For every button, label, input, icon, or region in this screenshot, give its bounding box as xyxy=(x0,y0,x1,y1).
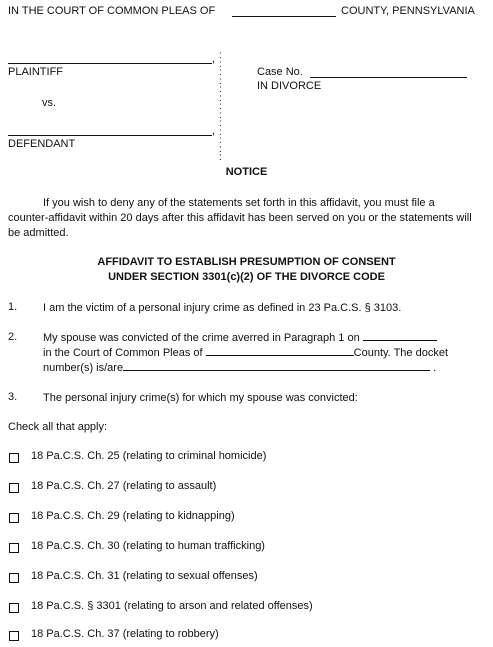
case-no-label: Case No. xyxy=(257,66,303,78)
plaintiff-label: PLAINTIFF xyxy=(8,66,64,78)
checkbox-kidnapping[interactable] xyxy=(9,513,19,523)
checkbox-label: 18 Pa.C.S. Ch. 27 (relating to assault) xyxy=(31,480,217,492)
county-name-field[interactable] xyxy=(232,16,336,17)
paragraph-2-line3-suffix: . xyxy=(433,362,437,374)
conviction-county-field[interactable] xyxy=(206,346,354,356)
plaintiff-name-field[interactable] xyxy=(8,63,212,64)
conviction-date-field[interactable] xyxy=(363,331,437,341)
checkbox-label: 18 Pa.C.S. § 3301 (relating to arson and related offenses) xyxy=(31,600,313,612)
docket-numbers-field[interactable] xyxy=(123,361,430,371)
checkbox-sexual-offenses[interactable] xyxy=(9,573,19,583)
paragraph-2-number: 2. xyxy=(8,331,18,343)
check-all-instruction: Check all that apply: xyxy=(8,421,108,433)
paragraph-2 xyxy=(43,331,483,376)
defendant-label: DEFENDANT xyxy=(8,138,76,150)
paragraph-3-text: The personal injury crime(s) for which my spouse was convicted: xyxy=(43,392,358,404)
checkbox-human-trafficking[interactable] xyxy=(9,543,19,553)
checkbox-label: 18 Pa.C.S. Ch. 30 (relating to human trafficking) xyxy=(31,540,265,552)
checkbox-assault[interactable] xyxy=(9,483,19,493)
paragraph-2-line1: My spouse was convicted of the crime averred in Paragraph 1 on xyxy=(43,332,360,344)
court-header-suffix: COUNTY, PENNSYLVANIA xyxy=(341,5,475,17)
defendant-comma: , xyxy=(212,125,216,137)
affidavit-title-line2: UNDER SECTION 3301(c)(2) OF THE DIVORCE CODE xyxy=(108,271,385,283)
paragraph-1-text: I am the victim of a personal injury crime as defined in 23 Pa.C.S. § 3103. xyxy=(43,302,402,314)
checkbox-robbery[interactable] xyxy=(9,631,19,641)
paragraph-2-line2-suffix: County. The docket xyxy=(353,347,449,359)
plaintiff-comma: , xyxy=(212,53,216,65)
paragraph-2-line3-prefix: number(s) is/are xyxy=(43,362,124,374)
court-header xyxy=(8,5,215,17)
checkbox-label: 18 Pa.C.S. Ch. 37 (relating to robbery) xyxy=(31,628,219,640)
affidavit-title-line1: AFFIDAVIT TO ESTABLISH PRESUMPTION OF CONSENT xyxy=(97,256,396,268)
versus-label: vs. xyxy=(42,97,57,109)
notice-title: NOTICE xyxy=(225,166,268,178)
court-header-prefix: IN THE COURT OF COMMON PLEAS OF xyxy=(8,5,216,17)
caption-colon-column: : : : : : : : : : : : : : xyxy=(219,50,222,163)
case-number-field[interactable] xyxy=(310,77,467,78)
defendant-name-field[interactable] xyxy=(8,135,212,136)
checkbox-label: 18 Pa.C.S. Ch. 29 (relating to kidnapping) xyxy=(31,510,235,522)
paragraph-1-number: 1. xyxy=(8,301,18,313)
checkbox-arson[interactable] xyxy=(9,603,19,613)
checkbox-criminal-homicide[interactable] xyxy=(9,453,19,463)
checkbox-label: 18 Pa.C.S. Ch. 25 (relating to criminal homicide) xyxy=(31,450,267,462)
paragraph-3-number: 3. xyxy=(8,391,18,403)
in-divorce-label: IN DIVORCE xyxy=(257,80,322,92)
notice-body: If you wish to deny any of the statements set forth in this affidavit, you must file a counter-affidavit within 20 days after this affidavit has been served on you or the statements will be admitted. xyxy=(8,197,472,239)
paragraph-2-line2-prefix: in the Court of Common Pleas of xyxy=(43,347,203,359)
checkbox-label: 18 Pa.C.S. Ch. 31 (relating to sexual offenses) xyxy=(31,570,258,582)
